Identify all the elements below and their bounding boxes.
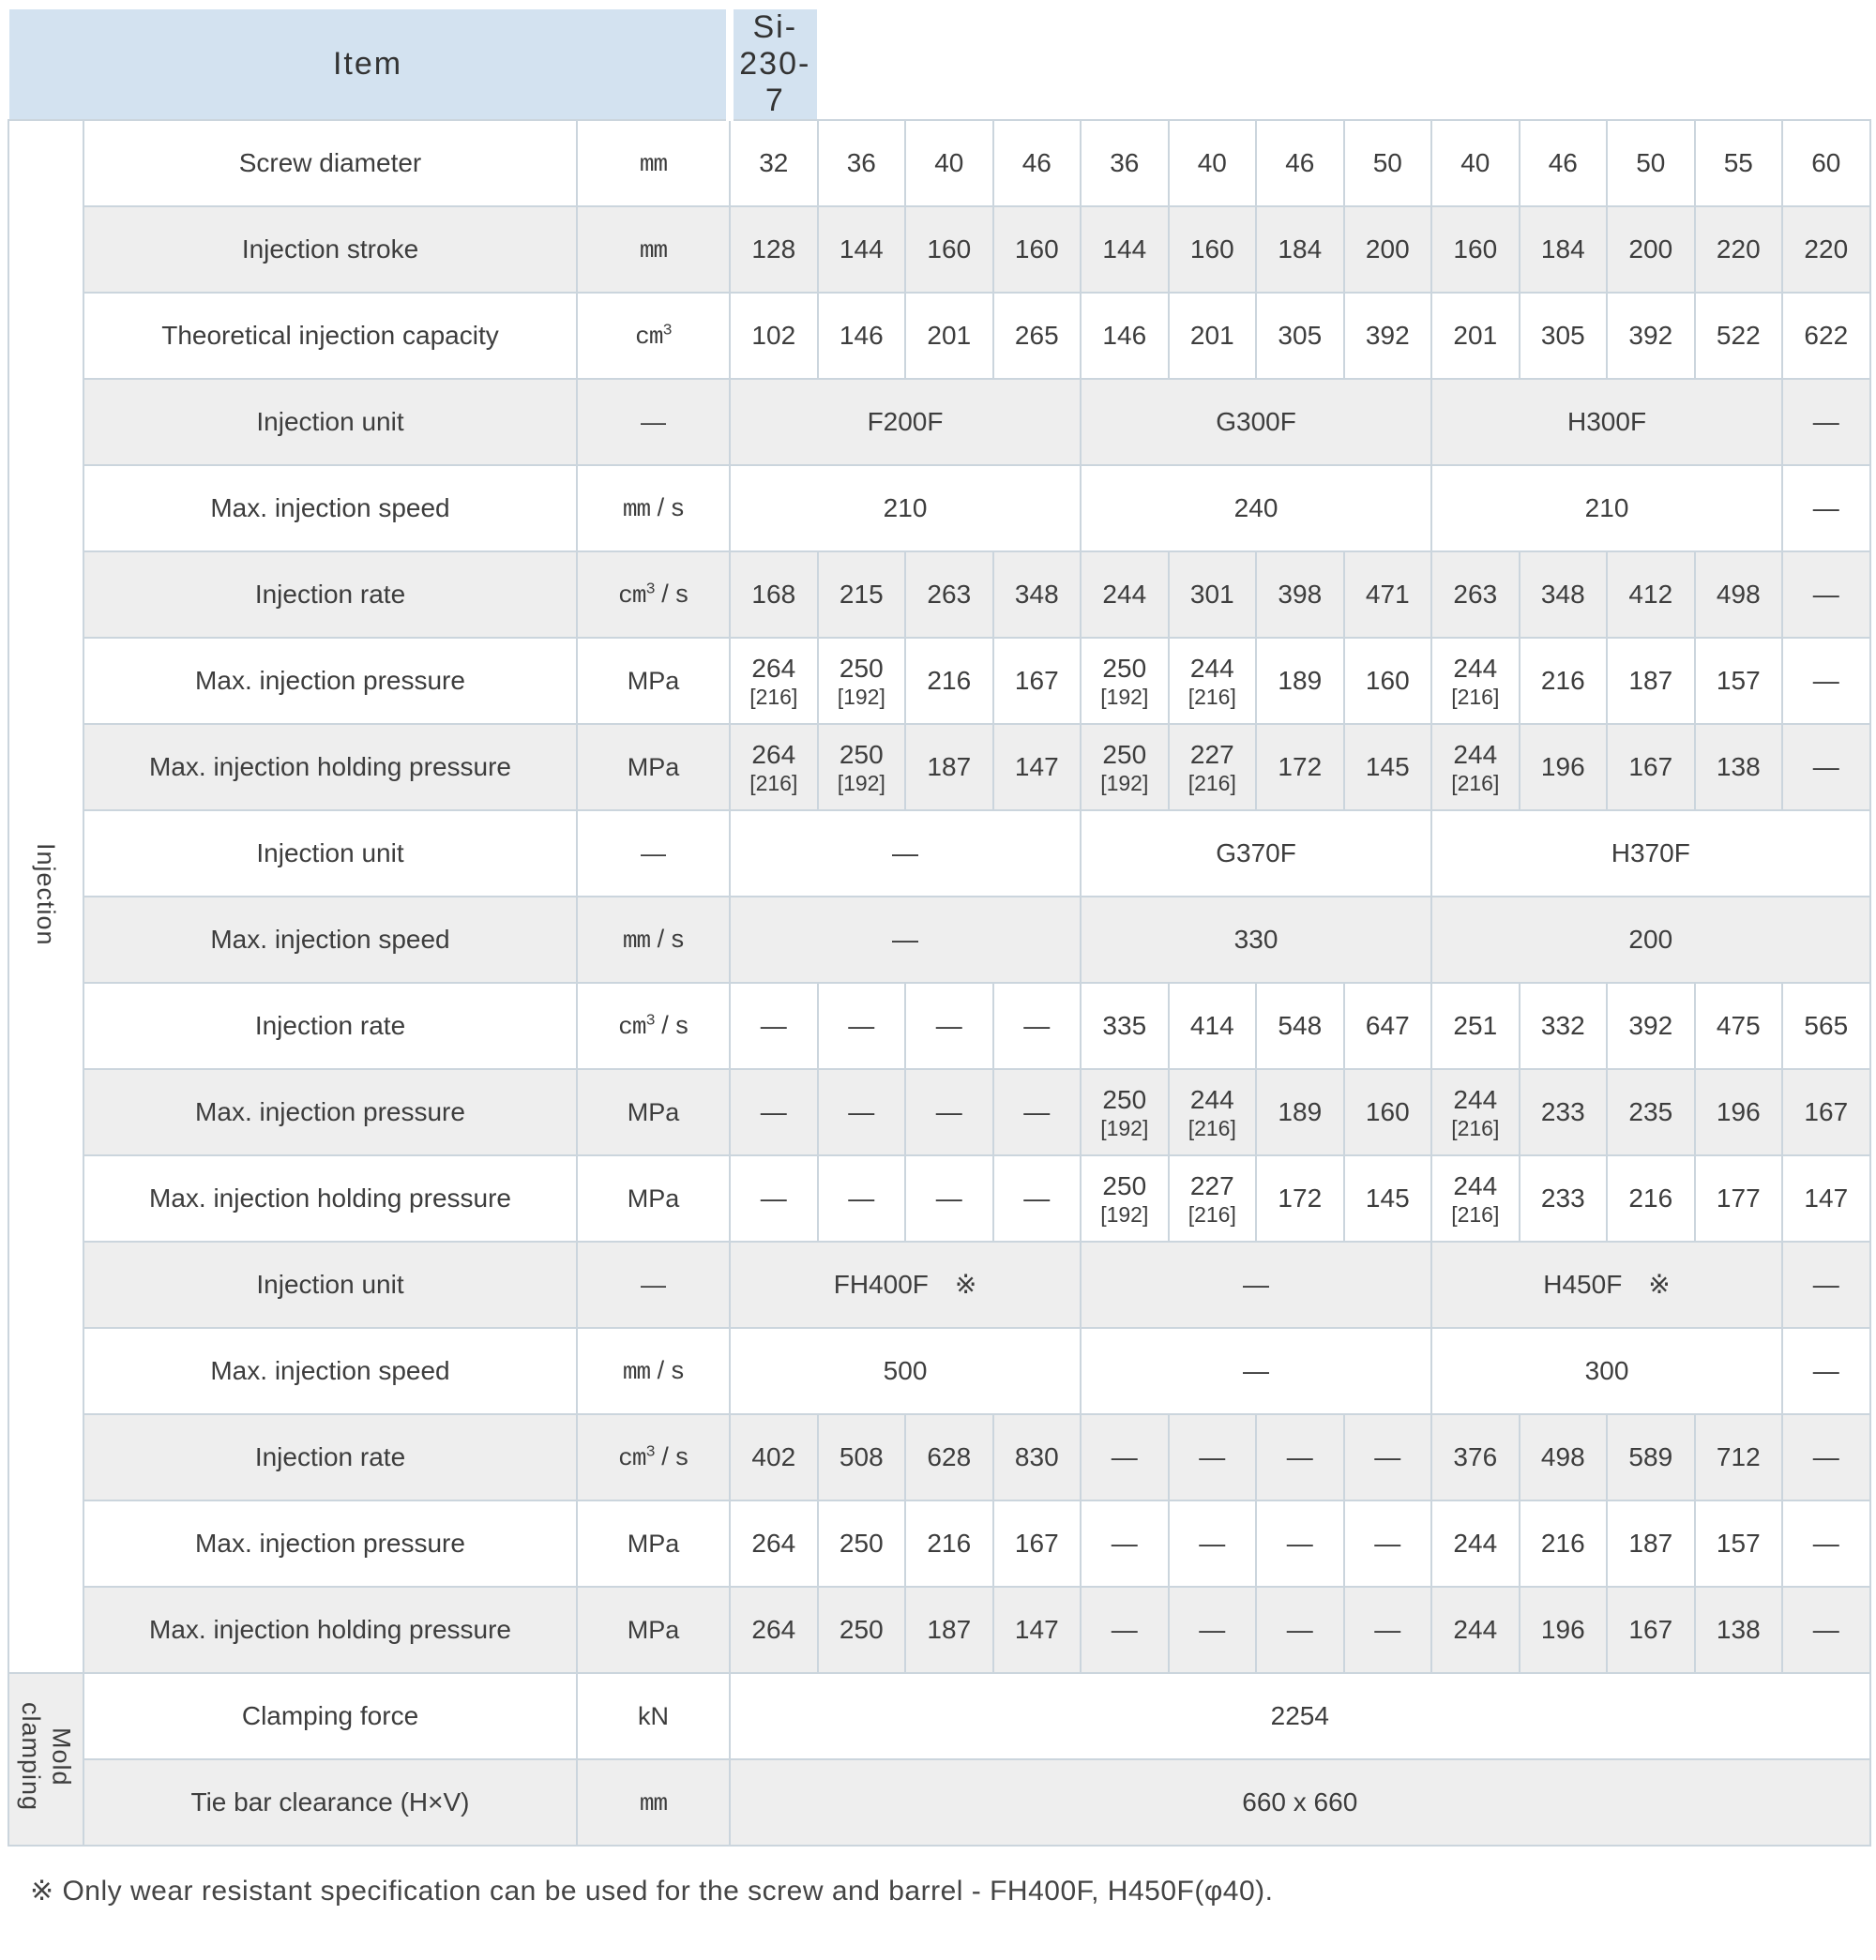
- spec-value: —: [993, 983, 1082, 1069]
- unit-label: MPa: [577, 1069, 730, 1155]
- item-label: Injection unit: [83, 810, 577, 897]
- table-row: [8, 120, 1870, 206]
- item-label: Max. injection speed: [83, 1328, 577, 1414]
- item-label: Clamping force: [83, 1673, 577, 1759]
- spec-value: 177: [1695, 1155, 1783, 1242]
- spec-value-holding: [216]: [1451, 1115, 1500, 1140]
- spec-table: [8, 8, 1871, 1847]
- table-row: [8, 1414, 1870, 1500]
- spec-value: 40: [1169, 120, 1257, 206]
- table-row: [8, 1500, 1870, 1587]
- table-row: [8, 1673, 1870, 1759]
- spec-value: —: [993, 1155, 1082, 1242]
- spec-value-holding: [216]: [1451, 684, 1500, 709]
- spec-value: 189: [1256, 638, 1344, 724]
- spec-value: 146: [818, 293, 906, 379]
- spec-value-holding: [216]: [1451, 770, 1500, 795]
- spec-value: 216: [905, 638, 993, 724]
- spec-value: —: [818, 1069, 906, 1155]
- item-label: Max. injection speed: [83, 897, 577, 983]
- table-row: [8, 983, 1870, 1069]
- spec-value: 660 x 660: [730, 1759, 1870, 1846]
- spec-value: —: [905, 1155, 993, 1242]
- spec-value: 330: [1081, 897, 1431, 983]
- spec-value: 102: [730, 293, 818, 379]
- spec-value: 172: [1256, 724, 1344, 810]
- spec-value: —: [1081, 1414, 1169, 1500]
- unit-label: MPa: [577, 638, 730, 724]
- spec-value: 244 [216]: [1431, 1155, 1520, 1242]
- spec-value: —: [1256, 1414, 1344, 1500]
- spec-value: —: [730, 983, 818, 1069]
- spec-value: 565: [1782, 983, 1870, 1069]
- item-label: Max. injection holding pressure: [83, 1587, 577, 1673]
- spec-value: 138: [1695, 724, 1783, 810]
- spec-value: —: [1256, 1500, 1344, 1587]
- spec-value: 305: [1520, 293, 1608, 379]
- table-row: [8, 1328, 1870, 1414]
- spec-value: —: [1782, 1328, 1870, 1414]
- unit-label: mm: [577, 1759, 730, 1846]
- spec-value: 412: [1607, 551, 1695, 638]
- table-row: [8, 1155, 1870, 1242]
- spec-value: 227 [216]: [1169, 1155, 1257, 1242]
- spec-value-holding: [216]: [1451, 1201, 1500, 1227]
- table-row: [8, 638, 1870, 724]
- table-row: [8, 206, 1870, 293]
- spec-value: 40: [905, 120, 993, 206]
- spec-value: 233: [1520, 1155, 1608, 1242]
- unit-label: mm / s: [577, 465, 730, 551]
- spec-value: 160: [1344, 638, 1432, 724]
- spec-value: 216: [905, 1500, 993, 1587]
- spec-value-holding: [192]: [1100, 684, 1149, 709]
- item-label: Injection rate: [83, 983, 577, 1069]
- spec-value: 196: [1520, 1587, 1608, 1673]
- spec-value: —: [730, 1155, 818, 1242]
- spec-value: 157: [1695, 1500, 1783, 1587]
- spec-value: 244 [216]: [1169, 638, 1257, 724]
- spec-value: 167: [993, 1500, 1082, 1587]
- spec-value: 168: [730, 551, 818, 638]
- item-label: Injection rate: [83, 551, 577, 638]
- spec-value: H450F ※: [1431, 1242, 1782, 1328]
- spec-value: 244: [1431, 1500, 1520, 1587]
- footnote: ※ Only wear resistant specification can be used for the screw and barrel - FH400F, H450F(φ40).: [30, 1876, 1274, 1907]
- spec-value: 522: [1695, 293, 1783, 379]
- spec-value: 392: [1607, 983, 1695, 1069]
- spec-value: 147: [993, 1587, 1082, 1673]
- spec-value: 60: [1782, 120, 1870, 206]
- spec-value: 414: [1169, 983, 1257, 1069]
- spec-value: 55: [1695, 120, 1783, 206]
- spec-value: 187: [905, 1587, 993, 1673]
- spec-value: 335: [1081, 983, 1169, 1069]
- spec-value: 589: [1607, 1414, 1695, 1500]
- group-label-mold-clamping: [8, 1673, 83, 1846]
- spec-value: 147: [1782, 1155, 1870, 1242]
- spec-value: —: [1081, 1242, 1431, 1328]
- spec-value: 40: [1431, 120, 1520, 206]
- spec-value: 187: [1607, 638, 1695, 724]
- spec-value: 144: [1081, 206, 1169, 293]
- spec-value: 200: [1344, 206, 1432, 293]
- spec-value: 200: [1607, 206, 1695, 293]
- unit-label: mm / s: [577, 1328, 730, 1414]
- spec-value: 227 [216]: [1169, 724, 1257, 810]
- group-label-text: Injection: [32, 842, 61, 946]
- spec-value: 160: [905, 206, 993, 293]
- table-row: [8, 293, 1870, 379]
- spec-value: 144: [818, 206, 906, 293]
- spec-value: 392: [1344, 293, 1432, 379]
- group-label-text: Mold clamping: [17, 1702, 76, 1812]
- spec-value: —: [1256, 1587, 1344, 1673]
- item-label: Max. injection holding pressure: [83, 724, 577, 810]
- spec-value: 240: [1081, 465, 1431, 551]
- spec-value-holding: [192]: [1100, 1201, 1149, 1227]
- spec-value: —: [1081, 1328, 1431, 1414]
- spec-value: 376: [1431, 1414, 1520, 1500]
- spec-value: 167: [1607, 1587, 1695, 1673]
- spec-value: 46: [993, 120, 1082, 206]
- spec-value: 548: [1256, 983, 1344, 1069]
- spec-value: 250 [192]: [818, 638, 906, 724]
- spec-value-holding: [216]: [1188, 1115, 1236, 1140]
- item-label: Injection unit: [83, 379, 577, 465]
- spec-value: —: [1169, 1587, 1257, 1673]
- table-row: [8, 379, 1870, 465]
- spec-value: 235: [1607, 1069, 1695, 1155]
- spec-value: 167: [993, 638, 1082, 724]
- header-row: [8, 8, 1870, 120]
- item-label: Max. injection pressure: [83, 638, 577, 724]
- spec-value: 210: [730, 465, 1081, 551]
- spec-value: —: [1782, 638, 1870, 724]
- table-row: [8, 1069, 1870, 1155]
- spec-value-holding: [216]: [749, 770, 798, 795]
- spec-value: 184: [1520, 206, 1608, 293]
- spec-value: H370F: [1431, 810, 1870, 897]
- spec-value: —: [1081, 1587, 1169, 1673]
- spec-value: 398: [1256, 551, 1344, 638]
- spec-value: 216: [1520, 1500, 1608, 1587]
- spec-value: 196: [1520, 724, 1608, 810]
- item-label: Injection rate: [83, 1414, 577, 1500]
- spec-value: 300: [1431, 1328, 1782, 1414]
- spec-value: 187: [1607, 1500, 1695, 1587]
- spec-value: —: [905, 983, 993, 1069]
- table-row: [8, 810, 1870, 897]
- spec-value: 265: [993, 293, 1082, 379]
- spec-value: 508: [818, 1414, 906, 1500]
- spec-value: 145: [1344, 1155, 1432, 1242]
- spec-value: 475: [1695, 983, 1783, 1069]
- spec-value: 250 [192]: [1081, 1069, 1169, 1155]
- spec-value: 233: [1520, 1069, 1608, 1155]
- spec-value-holding: [192]: [1100, 770, 1149, 795]
- header-item-cell: Item: [8, 8, 730, 120]
- item-label: Max. injection pressure: [83, 1500, 577, 1587]
- unit-label: $cm^3$ / s: [577, 551, 730, 638]
- spec-value: —: [1782, 1587, 1870, 1673]
- spec-value: —: [1782, 724, 1870, 810]
- spec-value: 264: [730, 1500, 818, 1587]
- spec-value: 201: [1169, 293, 1257, 379]
- table-row: [8, 1759, 1870, 1846]
- table-row: [8, 1587, 1870, 1673]
- item-label: Injection unit: [83, 1242, 577, 1328]
- spec-value: —: [818, 983, 906, 1069]
- spec-value: —: [1782, 1414, 1870, 1500]
- spec-value: F200F: [730, 379, 1081, 465]
- spec-value: 36: [818, 120, 906, 206]
- spec-value: —: [1081, 1500, 1169, 1587]
- spec-value: 146: [1081, 293, 1169, 379]
- spec-value-holding: [216]: [1188, 1201, 1236, 1227]
- spec-value: —: [1344, 1500, 1432, 1587]
- spec-value: 160: [1344, 1069, 1432, 1155]
- spec-value: 250 [192]: [1081, 638, 1169, 724]
- spec-value: —: [1344, 1587, 1432, 1673]
- spec-value: 160: [1431, 206, 1520, 293]
- spec-value: 128: [730, 206, 818, 293]
- unit-label: $cm^3$ / s: [577, 983, 730, 1069]
- spec-value: —: [1344, 1414, 1432, 1500]
- spec-value: —: [1169, 1414, 1257, 1500]
- spec-value: 216: [1607, 1155, 1695, 1242]
- unit-label: MPa: [577, 1500, 730, 1587]
- spec-value: —: [1782, 1242, 1870, 1328]
- spec-value: 50: [1607, 120, 1695, 206]
- spec-value: 622: [1782, 293, 1870, 379]
- spec-value: 32: [730, 120, 818, 206]
- header-model-cell: Si-230-7: [730, 8, 818, 120]
- spec-value: 157: [1695, 638, 1783, 724]
- spec-value: 189: [1256, 1069, 1344, 1155]
- spec-value: 2254: [730, 1673, 1870, 1759]
- item-label: Theoretical injection capacity: [83, 293, 577, 379]
- spec-value: 46: [1256, 120, 1344, 206]
- spec-value: 244: [1081, 551, 1169, 638]
- spec-value: 167: [1782, 1069, 1870, 1155]
- spec-value: —: [993, 1069, 1082, 1155]
- item-label: Max. injection speed: [83, 465, 577, 551]
- spec-value-holding: [192]: [837, 684, 885, 709]
- unit-label: $cm^3$: [577, 293, 730, 379]
- spec-value: —: [1782, 551, 1870, 638]
- spec-value-holding: [192]: [837, 770, 885, 795]
- item-label: Injection stroke: [83, 206, 577, 293]
- spec-value: 210: [1431, 465, 1782, 551]
- spec-value: 145: [1344, 724, 1432, 810]
- table-row: [8, 551, 1870, 638]
- unit-label: —: [577, 1242, 730, 1328]
- spec-value: 301: [1169, 551, 1257, 638]
- spec-value: 200: [1431, 897, 1870, 983]
- table-row: [8, 465, 1870, 551]
- spec-value-holding: [216]: [749, 684, 798, 709]
- unit-label: $cm^3$ / s: [577, 1414, 730, 1500]
- spec-value: 160: [1169, 206, 1257, 293]
- table-row: [8, 1242, 1870, 1328]
- spec-value: 647: [1344, 983, 1432, 1069]
- table-row: [8, 897, 1870, 983]
- item-label: Screw diameter: [83, 120, 577, 206]
- spec-value: —: [730, 810, 1081, 897]
- spec-value: 264 [216]: [730, 638, 818, 724]
- spec-value: 244 [216]: [1431, 724, 1520, 810]
- spec-value: 244 [216]: [1431, 1069, 1520, 1155]
- unit-label: MPa: [577, 724, 730, 810]
- spec-value: 220: [1695, 206, 1783, 293]
- spec-value: 263: [905, 551, 993, 638]
- spec-value: 46: [1520, 120, 1608, 206]
- spec-value: G300F: [1081, 379, 1431, 465]
- item-label: Max. injection holding pressure: [83, 1155, 577, 1242]
- spec-table-body: [8, 120, 1870, 1846]
- spec-value: 500: [730, 1328, 1081, 1414]
- spec-value: H300F: [1431, 379, 1782, 465]
- spec-value: —: [1782, 1500, 1870, 1587]
- unit-label: MPa: [577, 1587, 730, 1673]
- spec-value: 305: [1256, 293, 1344, 379]
- spec-value: —: [1782, 465, 1870, 551]
- table-row: [8, 724, 1870, 810]
- spec-value: 244 [216]: [1431, 638, 1520, 724]
- spec-value: 244 [216]: [1169, 1069, 1257, 1155]
- spec-value-holding: [216]: [1188, 684, 1236, 709]
- spec-value: 250 [192]: [1081, 1155, 1169, 1242]
- item-label: Tie bar clearance (H×V): [83, 1759, 577, 1846]
- spec-value: 50: [1344, 120, 1432, 206]
- spec-value: 244: [1431, 1587, 1520, 1673]
- spec-value: 471: [1344, 551, 1432, 638]
- spec-value: 250 [192]: [1081, 724, 1169, 810]
- spec-value: 348: [1520, 551, 1608, 638]
- spec-value: 216: [1520, 638, 1608, 724]
- spec-value: 147: [993, 724, 1082, 810]
- spec-value: 250: [818, 1587, 906, 1673]
- unit-label: —: [577, 810, 730, 897]
- group-label-injection: [8, 120, 83, 1673]
- spec-value: 250 [192]: [818, 724, 906, 810]
- unit-label: —: [577, 379, 730, 465]
- spec-value: 263: [1431, 551, 1520, 638]
- spec-value: 167: [1607, 724, 1695, 810]
- spec-value: 36: [1081, 120, 1169, 206]
- spec-value: —: [1782, 379, 1870, 465]
- spec-value: 348: [993, 551, 1082, 638]
- spec-value: —: [730, 897, 1081, 983]
- unit-label: mm: [577, 206, 730, 293]
- spec-value: 332: [1520, 983, 1608, 1069]
- spec-value-holding: [216]: [1188, 770, 1236, 795]
- spec-value: —: [1169, 1500, 1257, 1587]
- spec-value: 201: [1431, 293, 1520, 379]
- spec-value: 264: [730, 1587, 818, 1673]
- spec-value: —: [818, 1155, 906, 1242]
- item-label: Max. injection pressure: [83, 1069, 577, 1155]
- unit-label: kN: [577, 1673, 730, 1759]
- spec-value: 160: [993, 206, 1082, 293]
- unit-label: MPa: [577, 1155, 730, 1242]
- spec-value: 498: [1695, 551, 1783, 638]
- spec-value: 220: [1782, 206, 1870, 293]
- spec-value: 251: [1431, 983, 1520, 1069]
- spec-value: 172: [1256, 1155, 1344, 1242]
- spec-value: 498: [1520, 1414, 1608, 1500]
- spec-value: 264 [216]: [730, 724, 818, 810]
- spec-value: 201: [905, 293, 993, 379]
- spec-value: —: [730, 1069, 818, 1155]
- spec-value: 628: [905, 1414, 993, 1500]
- unit-label: mm: [577, 120, 730, 206]
- spec-value: —: [905, 1069, 993, 1155]
- spec-value: 402: [730, 1414, 818, 1500]
- spec-value: 215: [818, 551, 906, 638]
- spec-value: 712: [1695, 1414, 1783, 1500]
- spec-value: 392: [1607, 293, 1695, 379]
- spec-value: 187: [905, 724, 993, 810]
- spec-value: G370F: [1081, 810, 1431, 897]
- spec-value: 196: [1695, 1069, 1783, 1155]
- spec-value: FH400F ※: [730, 1242, 1081, 1328]
- spec-value-holding: [192]: [1100, 1115, 1149, 1140]
- spec-value: 184: [1256, 206, 1344, 293]
- unit-label: mm / s: [577, 897, 730, 983]
- spec-value: 830: [993, 1414, 1082, 1500]
- spec-value: 138: [1695, 1587, 1783, 1673]
- spec-value: 250: [818, 1500, 906, 1587]
